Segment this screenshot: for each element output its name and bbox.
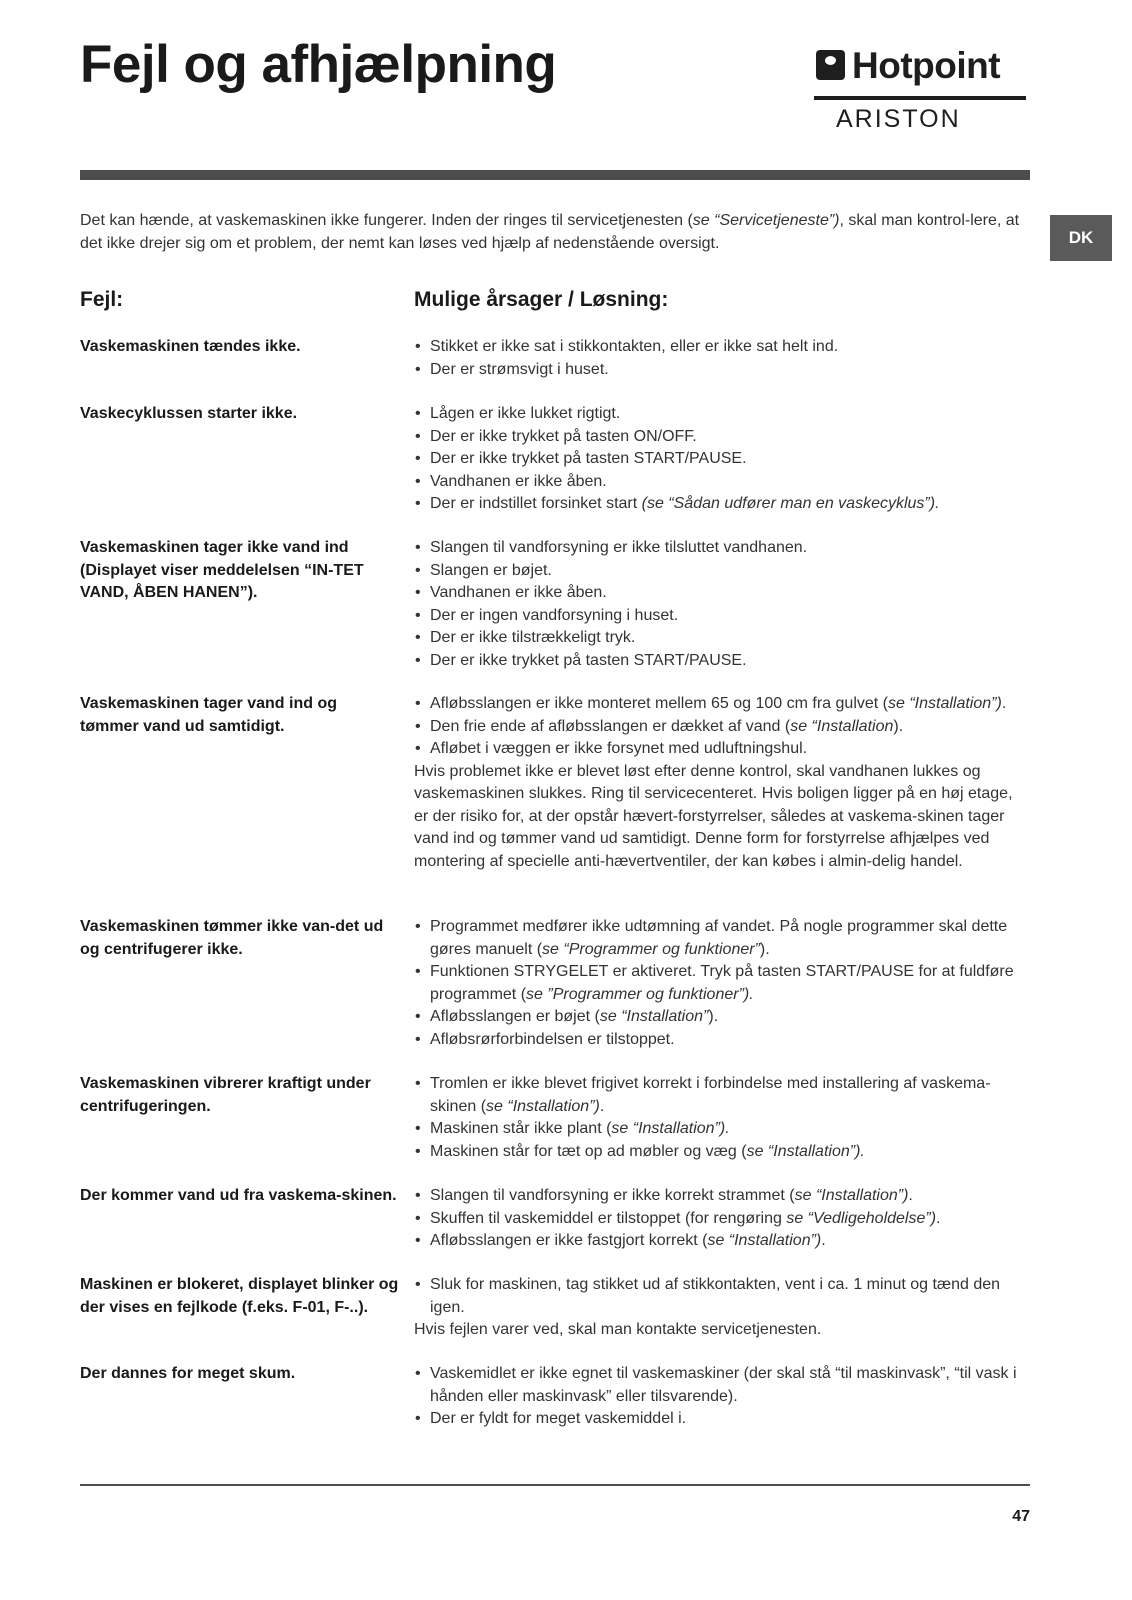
intro-paragraph [80,210,1030,255]
brand-logo [814,44,1026,132]
cause-text: Vandhanen er ikke åben. [430,472,607,490]
cause-text: Funktionen STRYGELET er aktiveret. Tryk på tasten START/PAUSE for at fuldføre programmet ( [430,963,1014,1003]
causes-cell [414,1073,1030,1163]
bottom-rule [80,1484,1030,1486]
list-item [414,1141,1030,1164]
cause-text: Lågen er ikke lukket rigtigt. [430,405,621,422]
list-item [414,1118,1030,1141]
hotpoint-mark-icon [816,50,845,80]
causes-cell [414,1363,1030,1431]
cause-text: Der er ingen vandforsyning i huset. [430,606,679,624]
cause-text: Programmet medfører ikke udtømning af vandet. På nogle programmer skal dette gøres manuelt ( [430,918,1008,958]
cause-reference: se “Installation” [599,1008,709,1025]
list-item [414,1363,1030,1408]
cause-note: Hvis fejlen varer ved, skal man kontakte servicetjenesten. [414,1321,822,1338]
intro-text-2: , skal man kontrol-lere, at det ikke drejer sig om et problem, der nemt kan løses ved hjælp af nedenstående oversigt. [80,212,1020,252]
cause-text: Der er ikke trykket på tasten ON/OFF. [430,427,697,445]
cause-text-tail: ). [759,940,770,958]
cause-list [414,336,1030,381]
fault-description: Der dannes for meget skum. [80,1365,296,1382]
causes-cell [414,693,1030,873]
cause-list [414,1073,1030,1163]
cause-text-tail: . [1001,695,1007,712]
list-item [414,716,1030,739]
cause-reference: se “Programmer og funktioner” [542,940,760,958]
fault-column-heading: Fejl: [80,288,124,311]
list-item [414,693,1030,716]
cause-text: Vandhanen er ikke åben. [430,584,607,601]
cause-text: Stikket er ikke sat i stikkontakten, eller er ikke sat helt ind. [430,338,839,355]
cause-reference: se “Installation”) [707,1232,822,1249]
causes-cell [414,403,1030,516]
cause-list [414,1363,1030,1431]
page-title: Fejl og afhjælpning [80,35,557,94]
cause-reference: se “Installation”). [746,1142,865,1160]
list-item [414,738,1030,761]
cause-list [414,403,1030,516]
fault-description: Vaskemaskinen tager vand ind og tømmer vand ud samtidigt. [80,695,337,735]
cause-reference: se “Installation”) [486,1097,600,1115]
fault-description: Der kommer vand ud fra vaskema-skinen. [80,1187,397,1204]
causes-cell [414,916,1030,1051]
list-item [414,493,1030,516]
list-item [414,1029,1030,1052]
list-item [414,1274,1030,1319]
list-item [414,1006,1030,1029]
cause-text: Der er fyldt for meget vaskemiddel i. [430,1410,687,1427]
cause-text: Der er strømsvigt i huset. [430,360,609,378]
cause-text: Maskinen står for tæt op ad møbler og væg ( [430,1142,747,1160]
fault-description: Vaskemaskinen vibrerer kraftigt under centrifugeringen. [80,1075,371,1115]
fault-description: Vaskecyklussen starter ikke. [80,405,298,422]
cause-list [414,537,1030,672]
cause-text: Afløbsslangen er bøjet ( [430,1008,600,1025]
logo-sub-text: ARISTON [836,105,961,133]
list-item [414,1230,1030,1253]
cause-text: Der er ikke trykket på tasten START/PAUSE. [430,450,747,467]
cause-list [414,916,1030,1051]
cause-text-tail: ). [708,1008,719,1025]
cause-text: Der er ikke tilstrækkeligt tryk. [430,629,636,646]
list-item [414,650,1030,673]
cause-reference: se “Vedligeholdelse”) [786,1209,937,1227]
cause-text: Der er indstillet forsinket start [430,495,642,512]
cause-text: Afløbet i væggen er ikke forsynet med udluftningshul. [430,740,808,757]
cause-reference: se “Installation”) [794,1187,909,1204]
cause-reference: se “Installation”). [611,1120,730,1137]
cause-note: Hvis problemet ikke er blevet løst efter denne kontrol, skal vandhanen lukkes og vaskemaskinen slukkes. Ring til servicecenteret. Hvis boligen ligger på en høj etage, er der risiko for, at der opstår hævert-forstyrrelser, således at vaskema-skinen tager vand ind og tømmer vand ud samtidigt. Denne form for forstyrrelse afhjælpes ved montering af specielle anti-hævertventiler, der kan købes i almin-delig handel. [414,762,1013,870]
cause-reference: (se “Sådan udfører man en vaskecyklus”). [641,495,940,512]
cause-text-tail: . [908,1187,913,1204]
list-item [414,916,1030,961]
list-item [414,426,1030,449]
logo-divider [814,96,1026,100]
cause-text: Tromlen er ikke blevet frigivet korrekt i forbindelse med installering af vaskema-skinen ( [430,1075,991,1115]
cause-text: Slangen til vandforsyning er ikke tilsluttet vandhanen. [430,539,808,556]
fault-description: Maskinen er blokeret, displayet blinker og der vises en fejlkode (f.eks. F-01, F-..). [80,1276,399,1316]
list-item [414,336,1030,359]
cause-text: Slangen er bøjet. [430,561,552,579]
causes-column-heading: Mulige årsager / Løsning: [414,288,669,311]
list-item [414,1408,1030,1431]
cause-text: Afløbsslangen er ikke fastgjort korrekt ( [430,1232,708,1249]
cause-text: Der er ikke trykket på tasten START/PAUSE. [430,651,747,669]
list-item [414,961,1030,1006]
cause-text: Vaskemidlet er ikke egnet til vaskemaskiner (der skal stå “til maskinvask”, “til vask i hånden eller maskinvask” eller tilsvarende). [430,1365,1017,1405]
cause-text: Slangen til vandforsyning er ikke korrekt strammet ( [430,1187,795,1204]
cause-text: Afløbsrørforbindelsen er tilstoppet. [430,1030,675,1048]
cause-text: Skuffen til vaskemiddel er tilstoppet (for rengøring [430,1209,787,1227]
cause-reference: se “Installation”) [887,695,1002,712]
intro-text-1: Det kan hænde, at vaskemaskinen ikke fungerer. Inden der ringes til servicetjenesten ( [80,212,693,229]
cause-list [414,1274,1030,1319]
list-item [414,359,1030,382]
list-item [414,1185,1030,1208]
list-item [414,627,1030,650]
list-item [414,448,1030,471]
list-item [414,537,1030,560]
list-item [414,471,1030,494]
fault-description: Vaskemaskinen tager ikke vand ind (Displayet viser meddelelsen “IN-TET VAND, ÅBEN HANEN”). [80,539,364,601]
cause-text-tail: . [936,1209,941,1227]
cause-text: Den frie ende af afløbsslangen er dækket af vand ( [430,717,791,735]
cause-list [414,1185,1030,1253]
cause-reference: se ”Programmer og funktioner”). [526,985,754,1003]
list-item [414,582,1030,605]
intro-reference: se “Servicetjeneste”) [692,212,840,229]
page-number: 47 [1012,1508,1030,1525]
cause-text-tail: . [821,1232,826,1249]
cause-text-tail: . [599,1097,605,1115]
cause-text: Maskinen står ikke plant ( [430,1120,612,1137]
top-rule [80,170,1030,180]
list-item [414,1073,1030,1118]
causes-cell [414,1274,1030,1342]
causes-cell [414,537,1030,672]
language-tab: DK [1050,215,1112,261]
logo-brand-text: Hotpoint [852,45,1001,86]
list-item [414,403,1030,426]
cause-reference: se “Installation [790,717,894,735]
fault-description: Vaskemaskinen tømmer ikke van-det ud og centrifugerer ikke. [80,918,384,958]
list-item [414,1208,1030,1231]
causes-cell [414,1185,1030,1253]
cause-text: Sluk for maskinen, tag stikket ud af stikkontakten, vent i ca. 1 minut og tænd den igen. [430,1276,1001,1316]
cause-list [414,693,1030,761]
cause-text: Afløbsslangen er ikke monteret mellem 65 og 100 cm fra gulvet ( [430,695,888,712]
list-item [414,605,1030,628]
fault-description: Vaskemaskinen tændes ikke. [80,338,301,355]
cause-text-tail: ). [893,717,904,735]
list-item [414,560,1030,583]
causes-cell [414,336,1030,381]
